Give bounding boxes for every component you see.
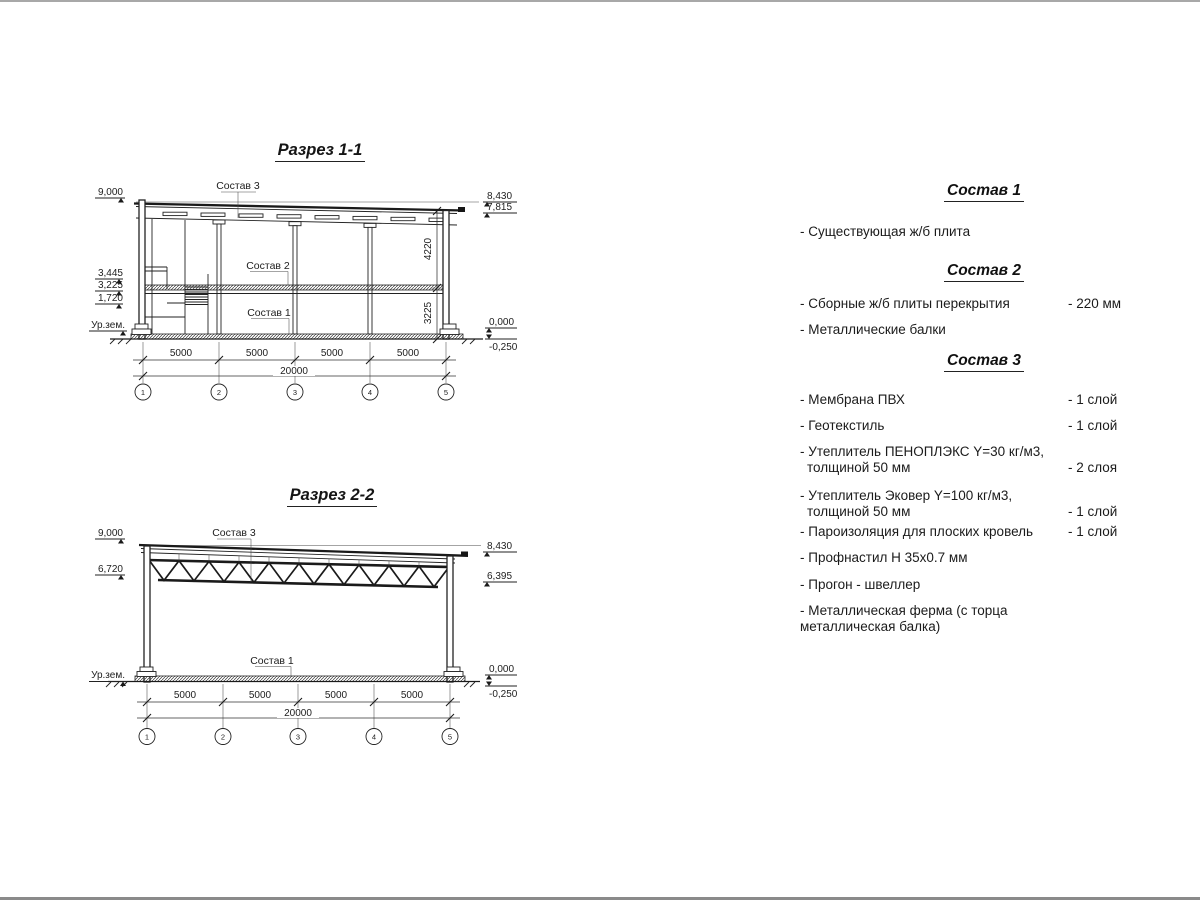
elevation-mark (483, 571, 517, 587)
svg-text:6,395: 6,395 (487, 571, 513, 582)
materials-panel (800, 170, 1168, 635)
material-text: - Существующая ж/б плита (800, 224, 971, 239)
material-item (800, 444, 1168, 476)
svg-text:Состав 2: Состав 2 (246, 260, 290, 272)
svg-text:Состав 3: Состав 3 (212, 527, 256, 539)
section-2-2-drawing (75, 482, 540, 752)
svg-text:Состав 1: Состав 1 (250, 655, 294, 667)
span-dim: 5000 (169, 348, 193, 359)
span-dim: 5000 (320, 348, 344, 359)
axis-4: 4 (367, 387, 373, 397)
axis-2: 2 (216, 387, 222, 397)
material-item (800, 550, 1168, 566)
svg-text:6,720: 6,720 (97, 564, 123, 575)
material-qty: - 1 слой (1068, 504, 1118, 519)
axis-3: 3 (295, 732, 301, 742)
materials-heading-3: Состав 3 (800, 352, 1168, 370)
axis-bubbles (139, 729, 458, 745)
svg-text:1,720: 1,720 (97, 293, 123, 304)
sostav2-label (246, 260, 290, 285)
svg-text:9,000: 9,000 (97, 187, 123, 198)
left-wall (139, 200, 145, 339)
span-dim: 5000 (396, 348, 420, 359)
left-wall (144, 546, 150, 682)
material-text: - Металлическая ферма (с торца металлическая балка) (800, 603, 1008, 634)
svg-text:3,225: 3,225 (97, 280, 123, 291)
material-qty: - 1 слой (1068, 418, 1118, 433)
svg-text:Ур.зем.: Ур.зем. (91, 320, 125, 331)
axis-2: 2 (220, 732, 226, 742)
material-item (800, 488, 1168, 520)
material-item (800, 224, 1168, 240)
interior-columns (213, 220, 376, 334)
material-text: - Металлические балки (800, 322, 946, 337)
materials-heading-2: Состав 2 (800, 262, 1168, 280)
span-dim: 5000 (173, 690, 197, 701)
total-dim: 20000 (280, 366, 308, 377)
bottom-dimensions (133, 342, 456, 400)
elevation-mark (95, 187, 125, 203)
svg-text:-0,250: -0,250 (489, 689, 518, 700)
material-text: - Прогон - швеллер (800, 577, 921, 592)
span-dim: 5000 (245, 348, 269, 359)
elevation-mark (485, 335, 518, 354)
elevation-mark (485, 682, 518, 701)
material-qty: - 1 слой (1068, 524, 1118, 539)
svg-text:Состав 3: Состав 3 (216, 180, 260, 192)
elevation-mark (483, 541, 517, 557)
elevation-mark (485, 664, 517, 680)
ground-slab (106, 676, 480, 687)
bottom-dimensions (137, 684, 460, 745)
svg-text:9,000: 9,000 (97, 528, 123, 539)
axis-bubbles (135, 384, 454, 400)
elevation-mark (483, 202, 517, 218)
svg-text:8,430: 8,430 (487, 191, 513, 202)
right-wall (443, 211, 449, 340)
axis-1: 1 (140, 387, 146, 397)
roof-edge-cap (461, 552, 468, 557)
dim-4220: 4220 (423, 237, 434, 261)
total-dim: 20000 (284, 708, 312, 719)
svg-text:8,430: 8,430 (487, 541, 513, 552)
elevation-mark (95, 293, 123, 309)
material-item (800, 603, 1168, 635)
truss (147, 554, 452, 587)
svg-text:0,000: 0,000 (489, 317, 515, 328)
material-item (800, 392, 1168, 408)
svg-text:3,445: 3,445 (97, 268, 123, 279)
svg-text:-0,250: -0,250 (489, 342, 518, 353)
material-item (800, 322, 1168, 338)
ground-level-mark (89, 320, 127, 336)
footings (137, 667, 463, 677)
material-text: - Утеплитель ПЕНОПЛЭКС Y=30 кг/м3, толщиной 50 мм (800, 444, 1045, 475)
sostav3-label (216, 180, 260, 218)
right-wall (447, 556, 453, 682)
material-item (800, 296, 1168, 312)
material-text: - Профнастил Н 35х0.7 мм (800, 550, 968, 565)
elevation-mark (95, 564, 125, 580)
material-item (800, 577, 1168, 593)
section-1-1-title-text: Разрез 1-1 (275, 141, 366, 162)
material-item (800, 524, 1168, 540)
span-dim: 5000 (324, 690, 348, 701)
elevation-mark (485, 317, 517, 333)
material-text: - Геотекстиль (800, 418, 885, 433)
material-text: - Пароизоляция для плоских кровель (800, 524, 1034, 539)
axis-1: 1 (144, 732, 150, 742)
elevation-mark (95, 528, 125, 544)
svg-text:7,815: 7,815 (487, 202, 513, 213)
vertical-dimensions (423, 207, 443, 343)
material-qty: - 1 слой (1068, 392, 1118, 407)
staircase (145, 219, 208, 334)
svg-text:0,000: 0,000 (489, 664, 515, 675)
svg-text:Состав 1: Состав 1 (247, 307, 291, 319)
section-1-1-drawing (75, 137, 540, 407)
sostav1-label (250, 655, 294, 677)
axis-5: 5 (447, 732, 453, 742)
axis-3: 3 (292, 387, 298, 397)
span-dim: 5000 (248, 690, 272, 701)
dim-3225: 3225 (423, 301, 434, 325)
svg-text:Ур.зем.: Ур.зем. (91, 670, 125, 681)
material-qty: - 220 мм (1068, 296, 1122, 311)
roof-edge-cap (458, 207, 465, 212)
material-text: - Сборные ж/б плиты перекрытия (800, 296, 1010, 311)
material-qty: - 2 слоя (1068, 460, 1118, 475)
section-2-2-title-text: Разрез 2-2 (287, 486, 378, 507)
materials-heading-1: Состав 1 (800, 182, 1168, 200)
material-text: - Мембрана ПВХ (800, 392, 905, 407)
axis-4: 4 (371, 732, 377, 742)
ground-level-mark (89, 670, 127, 686)
sostav1-label (247, 307, 291, 334)
material-item (800, 418, 1168, 434)
axis-5: 5 (443, 387, 449, 397)
ground-slab (110, 334, 483, 344)
material-text: - Утеплитель Эковер Y=100 кг/м3, толщиной 50 мм (800, 488, 1013, 519)
span-dim: 5000 (400, 690, 424, 701)
